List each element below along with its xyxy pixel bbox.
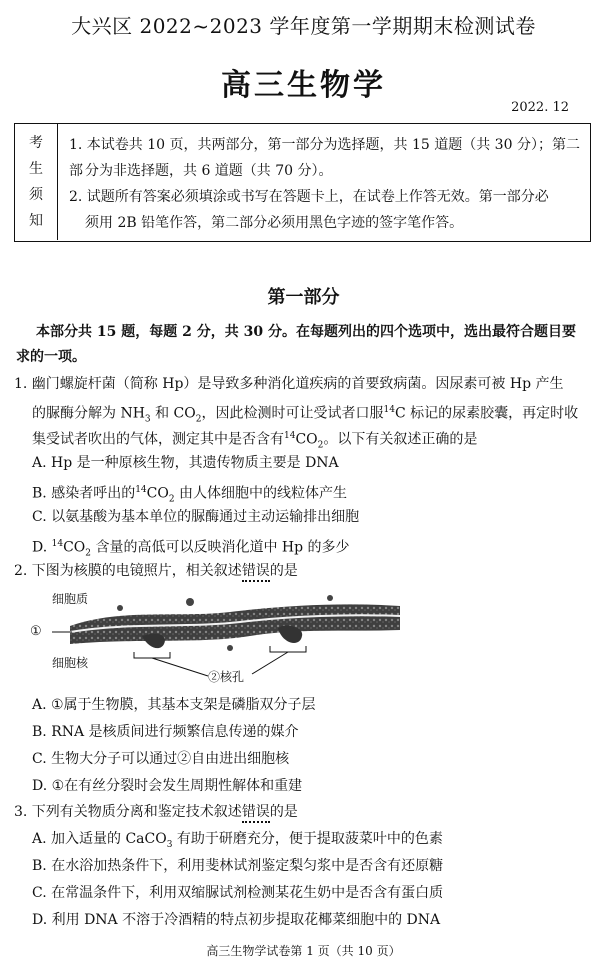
q1-stem-line-1: 1. 幽门螺旋杆菌（简称 Hp）是导致多种消化道疾病的首要致病菌。因尿素可被 Hp 产生 — [14, 376, 564, 392]
candidate-notice-box — [14, 123, 591, 242]
notice-line-2: 分为非选择题，共 6 道题（共 70 分）。 — [85, 163, 333, 179]
q1-option-b: B. 感染者呼出的$^{14}CO_2$ 由人体细胞中的线粒体产生 — [32, 485, 348, 505]
q1-stem-line-2: 的脲酶分解为 $NH_3$ 和 $CO_2$，因此检测时可让受试者口服$^{14}$C 标记的尿素胶囊，再定时收 — [32, 405, 579, 425]
label-nuclear-pore: ②核孔 — [208, 670, 245, 684]
q3-option-d: D. 利用 DNA 不溶于冷酒精的特点初步提取花椰菜细胞中的 DNA — [32, 912, 441, 928]
q2-option-b: B. RNA 是核质间进行频繁信息传递的媒介 — [32, 724, 299, 740]
q3-option-a: A. 加入适量的 CaCO$_3$ 有助于研磨充分，便于提取菠菜叶中的色素 — [32, 831, 443, 850]
exam-date: 2022. 12 — [511, 100, 569, 115]
section-title: 第一部分 — [267, 287, 340, 308]
nuclear-membrane-micrograph — [30, 588, 400, 688]
q1-option-d: D. $^{14}CO_2$ 含量的高低可以反映消化道中 Hp 的多少 — [32, 539, 350, 559]
q3-option-b: B. 在水浴加热条件下，利用斐林试剂鉴定梨匀浆中是否含有还原糖 — [32, 858, 444, 874]
q2-stem: 2. 下图为核膜的电镜照片，相关叙述错误的是 — [14, 562, 298, 580]
notice-line-1: 1. 本试卷共 10 页，共两部分，第一部分为选择题，共 15 道题（共 30 分）；第二部 — [69, 137, 580, 179]
q2-option-d: D. ①在有丝分裂时会发生周期性解体和重建 — [32, 778, 303, 794]
q1-option-c: C. 以氨基酸为基本单位的脲酶通过主动运输排出细胞 — [32, 509, 360, 525]
label-cytoplasm: 细胞质 — [52, 592, 89, 606]
notice-label-char: 须 — [29, 187, 43, 203]
exam-title: 大兴区 2022~2023 学年度第一学期期末检测试卷 — [71, 14, 536, 38]
notice-label — [15, 124, 58, 240]
notice-label-char: 生 — [29, 161, 43, 177]
section-intro-line-2: 求的一项。 — [16, 349, 86, 365]
notice-label-char: 考 — [29, 135, 43, 151]
q1-option-a: A. Hp 是一种原核生物，其遗传物质主要是 DNA — [32, 455, 339, 471]
notice-line-3: 2. 试题所有答案必须填涂或书写在答题卡上，在试卷上作答无效。第一部分必 — [69, 189, 549, 205]
section-intro-line-1: 本部分共 15 题，每题 2 分，共 30 分。在每题列出的四个选项中，选出最符合题目要 — [36, 324, 576, 340]
page-footer: 高三生物学试卷第 1 页（共 10 页） — [206, 944, 401, 958]
label-marker-1: ① — [30, 624, 42, 639]
notice-label-char: 知 — [29, 213, 43, 229]
label-nucleus: 细胞核 — [52, 656, 89, 670]
q2-option-a: A. ①属于生物膜，其基本支架是磷脂双分子层 — [32, 697, 316, 713]
q1-stem-line-3: 集受试者吹出的气体，测定其中是否含有$^{14}CO_2$。以下有关叙述正确的是 — [32, 431, 478, 451]
q3-stem: 3. 下列有关物质分离和鉴定技术叙述错误的是 — [14, 803, 298, 821]
subject-title: 高三生物学 — [221, 68, 386, 103]
notice-line-4: 须用 2B 铅笔作答，第二部分必须用黑色字迹的签字笔作答。 — [85, 215, 464, 231]
q3-option-c: C. 在常温条件下，利用双缩脲试剂检测某花生奶中是否含有蛋白质 — [32, 885, 444, 901]
q2-option-c: C. 生物大分子可以通过②自由进出细胞核 — [32, 751, 290, 767]
